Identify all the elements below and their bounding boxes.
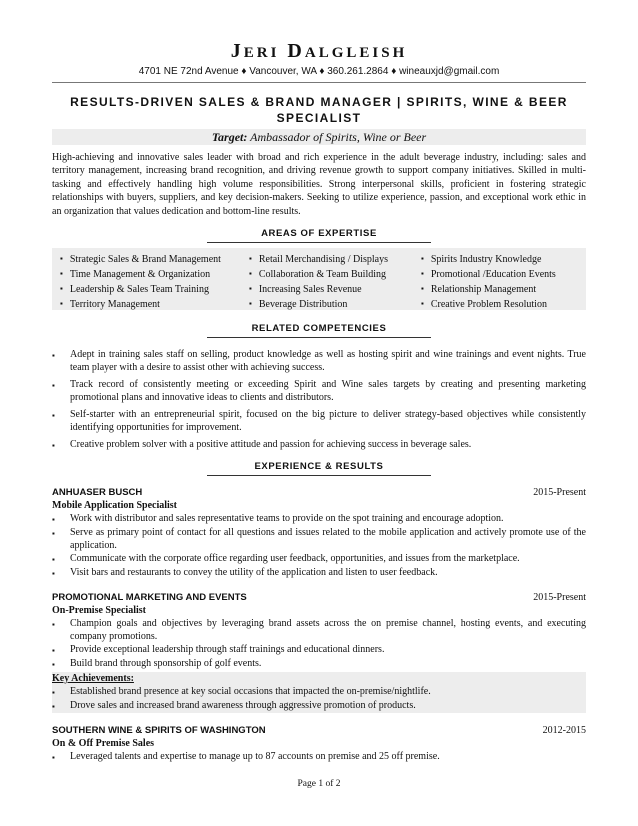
bullet-icon: ▪	[249, 269, 252, 278]
section-underline	[207, 337, 431, 338]
target-label: Target:	[211, 130, 248, 144]
phone: 360.261.2864	[327, 66, 389, 77]
list-item	[52, 348, 586, 374]
bullet-icon: ▪	[421, 254, 424, 263]
target-bar	[52, 129, 586, 145]
list-item	[52, 685, 586, 699]
job-entry	[52, 724, 586, 764]
bullet-icon: ▪	[60, 269, 63, 278]
competency-text: Track record of consistently meeting or exceeding Spirit and Wine sales targets by creating and presenting marketing promotional plans and innovative ideas to clients and distributors.	[70, 379, 586, 403]
job-dates: 2015-Present	[533, 592, 586, 603]
email: wineauxjd@gmail.com	[399, 66, 500, 77]
bullet-icon: ▪	[52, 646, 55, 655]
bullet-icon: ▪	[249, 254, 252, 263]
company-name: PROMOTIONAL MARKETING AND EVENTS	[52, 592, 247, 603]
list-item	[421, 282, 556, 297]
list-item	[52, 378, 586, 404]
list-item	[249, 252, 388, 267]
list-item	[60, 267, 221, 282]
bullet-icon: ▪	[421, 299, 424, 308]
bullet-icon: ▪	[52, 529, 55, 538]
bullet-icon: ▪	[52, 351, 55, 360]
job-header	[52, 486, 586, 499]
list-item	[60, 297, 221, 312]
section-underline	[207, 242, 431, 243]
job-header	[52, 724, 586, 737]
bullet-icon: ▪	[52, 441, 55, 450]
bullet-icon: ▪	[52, 753, 55, 762]
expertise-item: Time Management & Organization	[69, 269, 211, 280]
job-header	[52, 591, 586, 604]
bullet-icon: ▪	[249, 299, 252, 308]
expertise-item: Promotional /Education Events	[430, 269, 556, 280]
section-title-expertise: AREAS OF EXPERTISE	[261, 228, 377, 239]
expertise-item: Strategic Sales & Brand Management	[69, 254, 221, 265]
competency-text: Adept in training sales staff on selling, product knowledge as well as hosting spirit and wine trainings and event nights. True team player with a desire to assist other with achieving success.	[70, 349, 586, 373]
target-value: Ambassador of Spirits, Wine or Beer	[250, 130, 427, 144]
job-title: Mobile Application Specialist	[52, 500, 178, 511]
address: 4701 NE 72nd Avenue	[138, 66, 239, 77]
competency-text: Creative problem solver with a positive attitude and passion for achieving success in beverage sales.	[70, 439, 472, 450]
job-dates: 2015-Present	[533, 487, 586, 498]
candidate-name	[0, 40, 638, 63]
job-bullet: Champion goals and objectives by leveraging brand assets across the on premise channel, hosting events, and executing company promotions.	[70, 618, 586, 642]
job-title: On-Premise Specialist	[52, 605, 146, 616]
diamond-icon: ♦	[391, 66, 397, 77]
list-item	[52, 512, 586, 526]
name-last-rest: ALGLEISH	[304, 45, 408, 61]
section-title-competencies: RELATED COMPETENCIES	[251, 323, 387, 334]
list-item	[52, 750, 586, 764]
bullet-icon: ▪	[52, 555, 55, 564]
headline: RESULTS-DRIVEN SALES & BRAND MANAGER | SPIRITS, WINE & BEER SPECIALIST	[70, 95, 568, 125]
achievement-bullet: Drove sales and increased brand awareness through aggressive promotion of products.	[70, 700, 416, 711]
bullet-icon: ▪	[60, 284, 63, 293]
bullet-icon: ▪	[52, 620, 55, 629]
key-achievements-title: Key Achievements:	[52, 673, 134, 684]
header-divider	[52, 82, 586, 83]
expertise-item: Leadership & Sales Team Training	[69, 284, 209, 295]
list-item	[52, 438, 586, 452]
bullet-icon: ▪	[249, 284, 252, 293]
job-bullet: Work with distributor and sales representative teams to provide on the spot training and encourage adoption.	[70, 513, 504, 524]
city: Vancouver, WA	[249, 66, 317, 77]
list-item	[52, 657, 586, 671]
list-item	[52, 408, 586, 434]
job-bullet: Serve as primary point of contact for all questions and issues related to the mobile application and actively promote use of the application.	[70, 527, 586, 551]
bullet-icon: ▪	[60, 299, 63, 308]
list-item	[52, 643, 586, 657]
job-entry	[52, 591, 586, 713]
job-bullet: Communicate with the corporate office regarding user feedback, opportunities, and issues from the marketplace.	[70, 553, 520, 564]
list-item	[249, 267, 388, 282]
expertise-column-3	[421, 252, 556, 312]
list-item	[60, 252, 221, 267]
bullet-icon: ▪	[60, 254, 63, 263]
expertise-item: Beverage Distribution	[258, 299, 348, 310]
competency-text: Self-starter with an entrepreneurial spirit, focused on the big picture to deliver strategy-based objectives while consistently identifying opportunities for improvement.	[70, 409, 586, 433]
expertise-item: Territory Management	[69, 299, 160, 310]
page-number: Page 1 of 2	[297, 779, 341, 789]
list-item	[52, 526, 586, 552]
bullet-icon: ▪	[421, 284, 424, 293]
bullet-icon: ▪	[52, 569, 55, 578]
diamond-icon: ♦	[319, 66, 325, 77]
bullet-icon: ▪	[52, 411, 55, 420]
job-dates: 2012-2015	[542, 725, 586, 736]
company-name: SOUTHERN WINE & SPIRITS OF WASHINGTON	[52, 725, 266, 736]
job-title: On & Off Premise Sales	[52, 738, 155, 749]
bullet-icon: ▪	[52, 515, 55, 524]
list-item	[421, 252, 556, 267]
list-item	[249, 297, 388, 312]
expertise-item: Collaboration & Team Building	[258, 269, 387, 280]
list-item	[52, 699, 586, 713]
diamond-icon: ♦	[241, 66, 247, 77]
expertise-item: Spirits Industry Knowledge	[430, 254, 542, 265]
job-bullet: Build brand through sponsorship of golf events.	[70, 658, 262, 669]
bullet-icon: ▪	[52, 660, 55, 669]
competencies-list	[52, 348, 586, 456]
bullet-icon: ▪	[52, 702, 55, 711]
list-item	[60, 282, 221, 297]
list-item	[249, 282, 388, 297]
bullet-icon: ▪	[421, 269, 424, 278]
list-item	[421, 297, 556, 312]
list-item	[52, 617, 586, 643]
job-entry	[52, 486, 586, 580]
list-item	[52, 552, 586, 566]
expertise-item: Retail Merchandising / Displays	[258, 254, 388, 265]
expertise-item: Creative Problem Resolution	[430, 299, 547, 310]
summary-paragraph: High-achieving and innovative sales leader with broad and rich experience in the adult beverage industry, including: sales and territory management, increasing brand recognition, and driving revenue growth to support company initiatives. Skilled in multi-tasking and effectively handling high volume responsibilities. Strong interpersonal skills, proficient in fostering strategic relationships with buyers, suppliers, and key decision-makers. Seeking to utilize experience, passion, and exceptional work ethic in an organization that values dedication and bottom-line results.	[52, 152, 586, 217]
expertise-column-1	[60, 252, 221, 312]
achievement-bullet: Established brand presence at key social occasions that impacted the on-premise/nightlife.	[70, 686, 431, 697]
bullet-icon: ▪	[52, 381, 55, 390]
job-bullet: Visit bars and restaurants to convey the utility of the application and listen to user feedback.	[70, 567, 438, 578]
name-first-rest: ERI	[243, 45, 280, 61]
contact-line	[0, 66, 638, 77]
key-achievements-box	[52, 672, 586, 713]
list-item	[421, 267, 556, 282]
section-title-experience: EXPERIENCE & RESULTS	[254, 461, 384, 472]
expertise-item: Increasing Sales Revenue	[258, 284, 362, 295]
job-bullet: Leveraged talents and expertise to manage up to 87 accounts on premise and 25 off premise.	[70, 751, 440, 762]
expertise-column-2	[249, 252, 388, 312]
name-last-initial: D	[287, 40, 305, 62]
job-bullet: Provide exceptional leadership through staff trainings and educational dinners.	[70, 644, 385, 655]
section-underline	[207, 475, 431, 476]
company-name: ANHUASER BUSCH	[52, 487, 143, 498]
name-first-initial: J	[230, 40, 244, 62]
expertise-item: Relationship Management	[430, 284, 537, 295]
bullet-icon: ▪	[52, 688, 55, 697]
list-item	[52, 566, 586, 580]
